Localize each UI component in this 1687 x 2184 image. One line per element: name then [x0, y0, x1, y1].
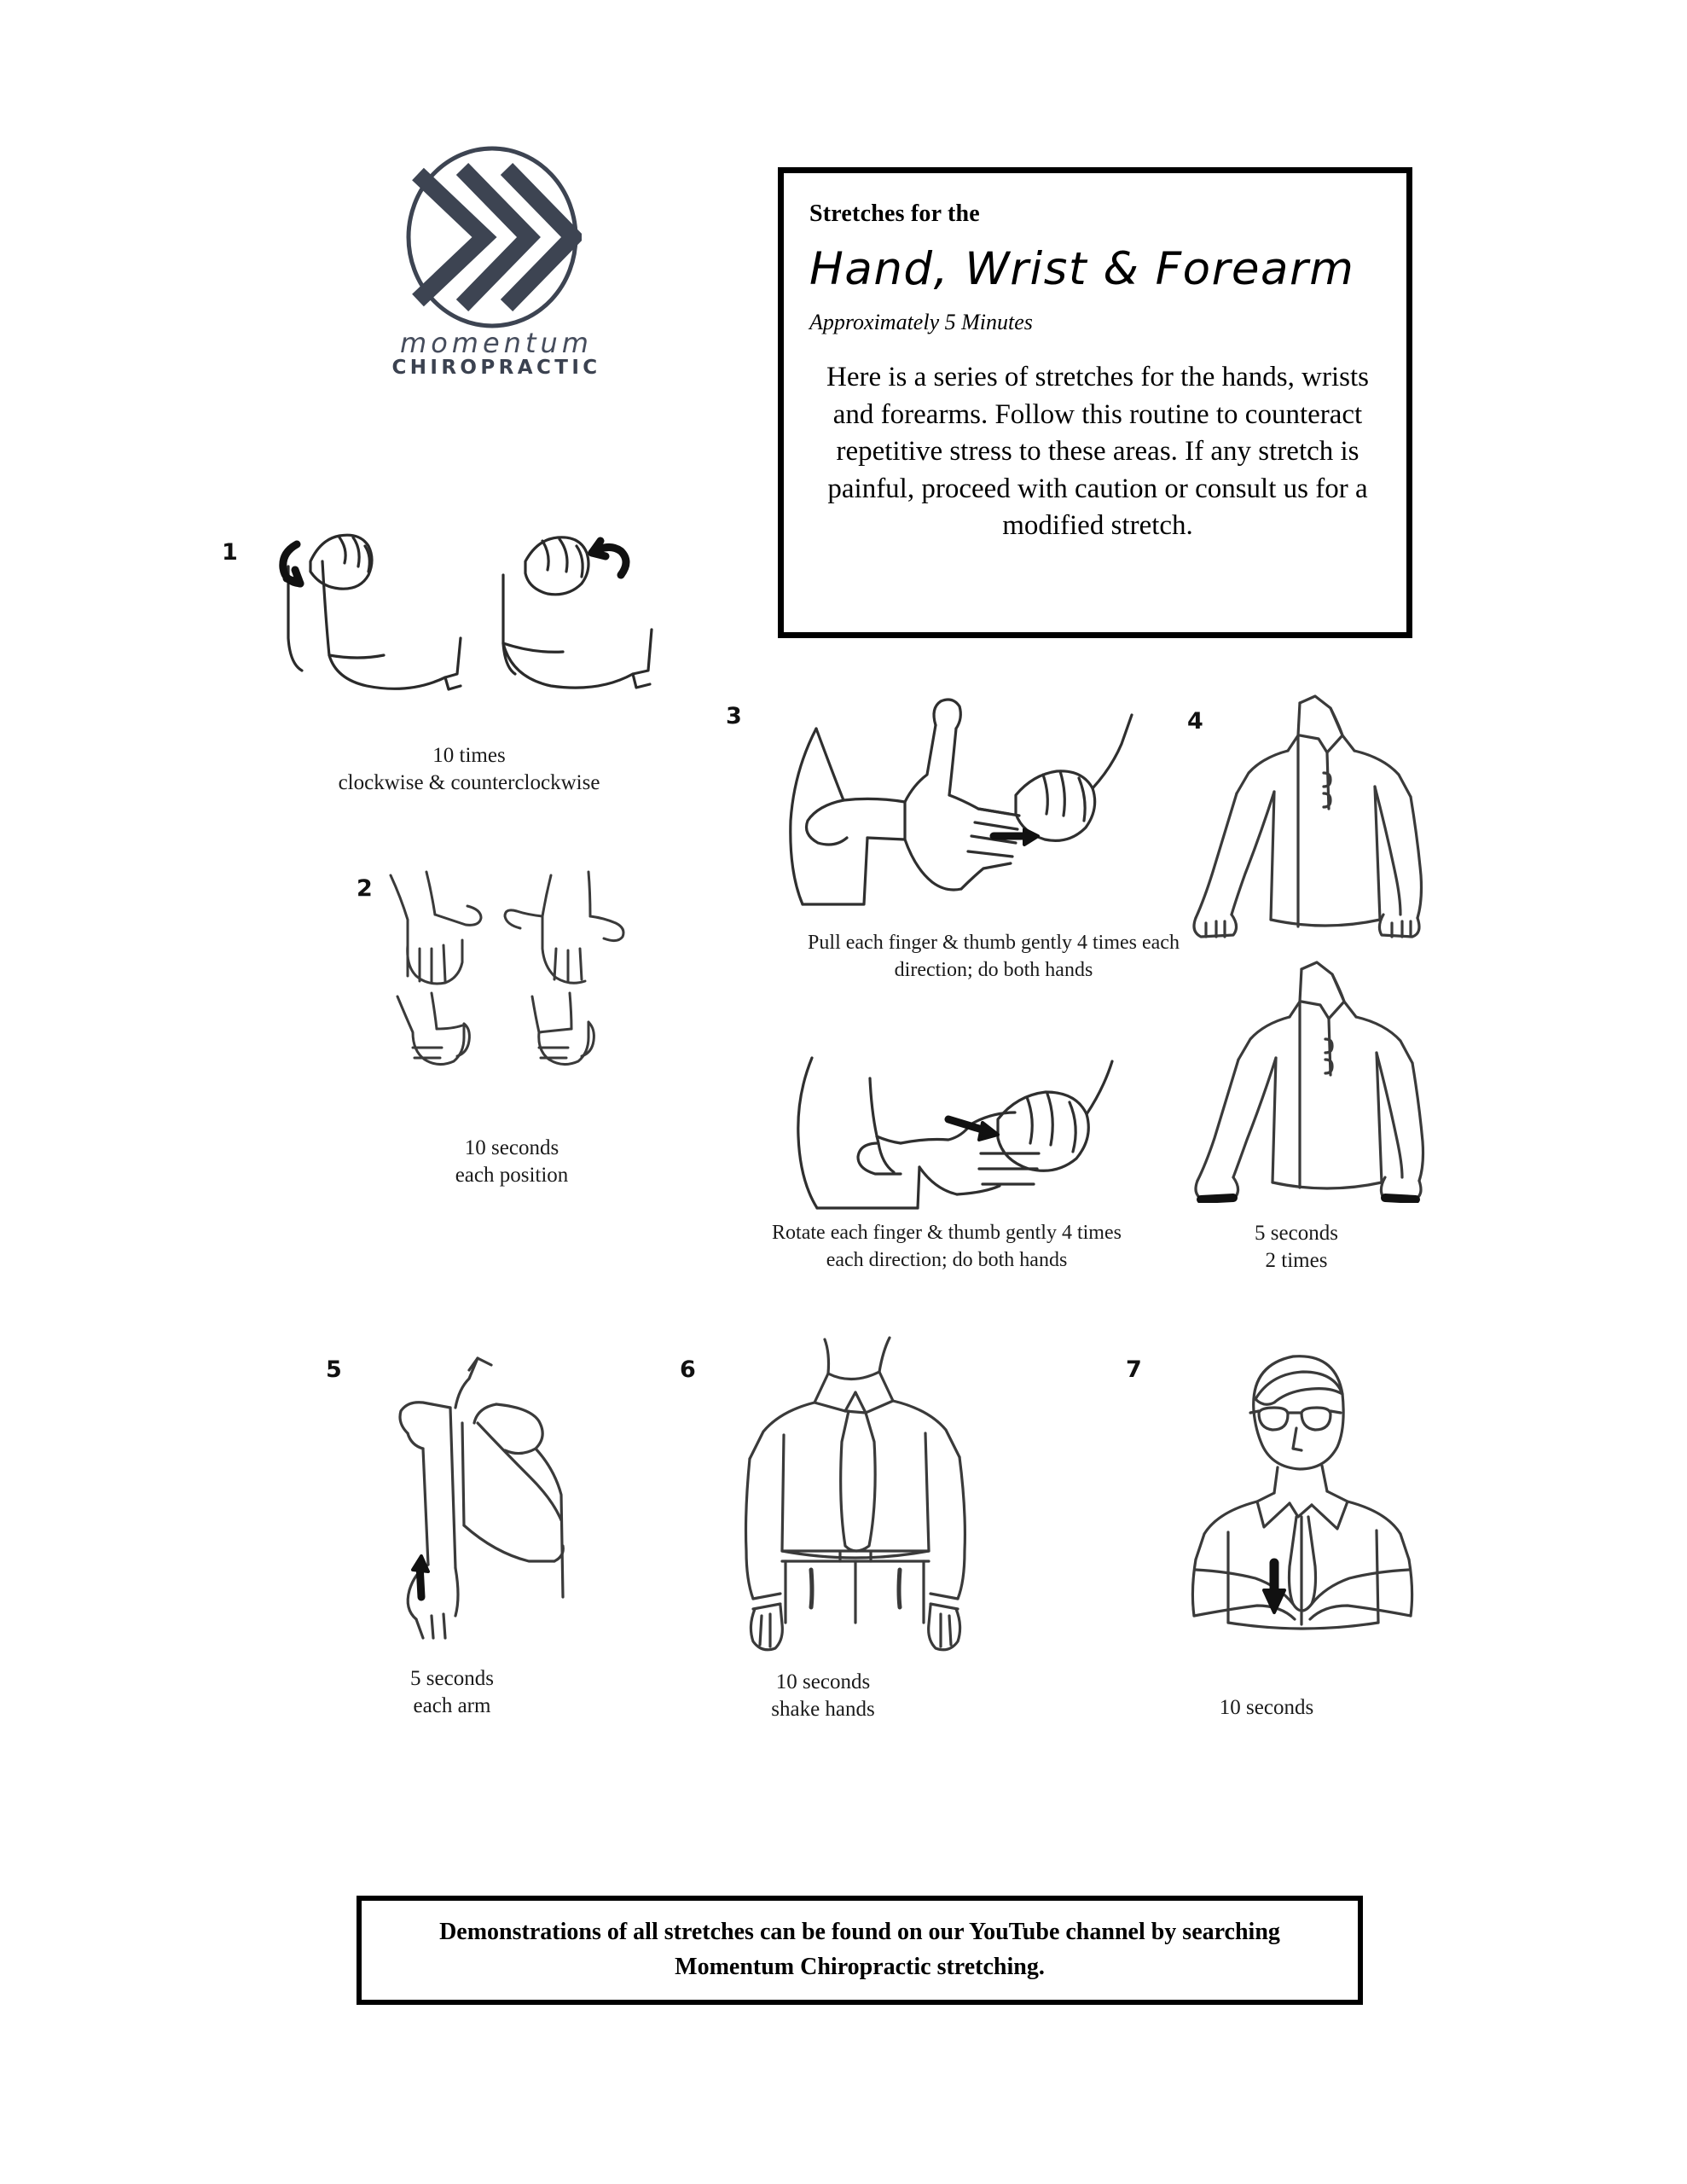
exercise-4-caption-line-1: 5 seconds	[1255, 1222, 1338, 1245]
exercise-6-caption-line-1: 10 seconds	[775, 1670, 871, 1693]
brand-logo-block	[368, 143, 624, 391]
exercise-5	[307, 1324, 665, 1734]
exercise-3-caption-line-2: direction; do both hands	[894, 959, 1093, 981]
exercise-6-caption-line-2: shake hands	[771, 1698, 875, 1721]
hand-rotating-fingers-illustration	[768, 1024, 1134, 1220]
exercise-2-caption-line-1: 10 seconds	[464, 1136, 559, 1159]
header-eyebrow: Stretches for the	[809, 200, 980, 227]
man-dress-shirt-tie-arms-down-illustration	[710, 1333, 1000, 1657]
four-hands-open-and-fist-illustration	[375, 867, 648, 1089]
exercise-5-caption-line-2: each arm	[413, 1694, 491, 1717]
exercise-7-number: 7	[1126, 1356, 1142, 1383]
man-glasses-prayer-hands-illustration	[1151, 1334, 1441, 1650]
exercise-2-number: 2	[357, 875, 373, 902]
exercise-5-number: 5	[326, 1356, 342, 1383]
exercise-4-number: 4	[1187, 708, 1203, 735]
exercise-4-caption-line-2: 2 times	[1265, 1249, 1328, 1272]
exercise-6	[670, 1324, 1045, 1751]
exercise-5-caption-line-1: 5 seconds	[410, 1667, 494, 1690]
exercise-7	[1109, 1324, 1475, 1751]
exercise-2-caption-line-2: each position	[455, 1164, 569, 1187]
header-panel	[778, 167, 1412, 638]
exercise-1	[213, 527, 725, 809]
exercise-3-number: 3	[726, 703, 742, 729]
exercise-1-number: 1	[222, 539, 238, 566]
footer-text	[419, 1915, 1301, 1984]
wordmark-chiropractic: CHIROPRACTIC	[391, 357, 601, 379]
exercise-6-number: 6	[680, 1356, 696, 1383]
exercise-3b-caption-line-2: each direction; do both hands	[826, 1249, 1068, 1271]
page-title: Hand, Wrist & Forearm	[809, 243, 1355, 295]
two-forearms-wrist-circles-illustration	[247, 527, 699, 723]
exercise-2	[341, 853, 682, 1194]
exercise-1-caption-line-2: clockwise & counterclockwise	[338, 771, 600, 794]
footer-panel	[357, 1896, 1363, 2005]
hand-pulling-fingers-illustration	[755, 693, 1156, 923]
wordmark-momentum: momentum	[400, 327, 593, 359]
exercise-1-caption-line-1: 10 times	[432, 744, 506, 767]
torso-polo-shirt-arms-down-bottom-illustration	[1172, 956, 1436, 1203]
triple-chevron-circle-icon	[403, 143, 582, 331]
footer-line-2: Momentum Chiropractic stretching.	[675, 1954, 1045, 1980]
exercise-4	[1160, 682, 1467, 1280]
crossed-forearms-stretch-illustration	[350, 1341, 631, 1640]
brand-wordmark	[368, 329, 624, 378]
exercise-3-caption-line-1: Pull each finger & thumb gently 4 times each	[808, 932, 1180, 954]
torso-polo-shirt-arms-down-top-illustration	[1172, 691, 1436, 938]
header-description: Here is a series of stretches for the hands, wrists and forearms. Follow this routine to counteract repetitive stress to these areas. If any stretch is painful, proceed with caution or consult us for a modified stretch.	[826, 362, 1369, 542]
footer-line-1: Demonstrations of all stretches can be found on our YouTube channel by searching	[439, 1919, 1280, 1946]
exercise-3b-caption-line-1: Rotate each finger & thumb gently 4 times	[772, 1222, 1122, 1244]
header-duration: Approximately 5 Minutes	[809, 310, 1033, 334]
exercise-7-caption-line-1: 10 seconds	[1219, 1696, 1314, 1719]
